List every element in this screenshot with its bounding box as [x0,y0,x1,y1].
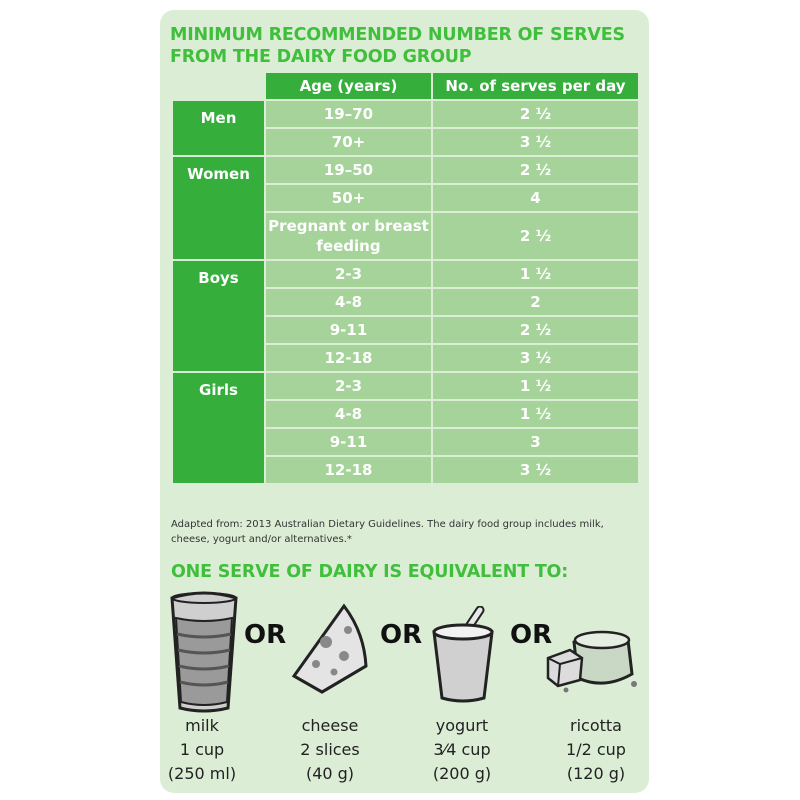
item-amount: 1/2 cup [566,740,626,759]
table-row [172,372,639,400]
equivalent-heading: ONE SERVE OF DAIRY IS EQUIVALENT TO: [171,562,569,582]
age-cell: 50+ [265,184,432,212]
header-serves: No. of serves per day [432,72,639,100]
serves-cell: 2 ½ [432,316,639,344]
serves-cell: 1 ½ [432,372,639,400]
age-cell: 19–50 [265,156,432,184]
item-weight: (120 g) [566,764,626,783]
cheese-label [270,714,390,786]
age-cell: 4-8 [265,400,432,428]
serves-cell: 1 ½ [432,400,639,428]
group-boys: Boys [172,260,265,372]
ricotta-label [536,714,649,786]
serves-cell: 3 ½ [432,128,639,156]
source-note: Adapted from: 2013 Australian Dietary Guidelines. The dairy food group includes milk, cheese, yogurt and/or alternatives.* [171,519,604,545]
group-women: Women [172,156,265,260]
serves-cell: 2 ½ [432,212,639,260]
serves-cell: 1 ½ [432,260,639,288]
page-title: MINIMUM RECOMMENDED NUMBER OF SERVES FROM THE DAIRY FOOD GROUP [170,25,625,67]
table-row [172,260,639,288]
item-name: ricotta [570,716,622,735]
age-cell: 70+ [265,128,432,156]
yogurt-cup-icon [428,606,498,710]
age-cell: 9-11 [265,428,432,456]
item-name: cheese [301,716,359,735]
milk-glass-icon [168,590,240,718]
serves-cell: 3 ½ [432,456,639,484]
group-men: Men [172,100,265,156]
header-cell-empty [172,72,265,100]
age-cell: 12-18 [265,456,432,484]
age-cell: 12-18 [265,344,432,372]
serves-cell: 4 [432,184,639,212]
item-weight: (250 ml) [167,764,237,783]
serves-cell: 2 ½ [432,100,639,128]
serves-cell: 3 ½ [432,344,639,372]
cheese-icon [288,602,370,698]
table-header-row [172,72,639,100]
item-name: yogurt [435,716,489,735]
serves-table [171,71,640,485]
age-cell: 9-11 [265,316,432,344]
or-separator-2: OR [380,620,423,650]
group-girls: Girls [172,372,265,484]
item-weight: (200 g) [432,764,492,783]
or-separator-3: OR [510,620,553,650]
item-weight: (40 g) [305,764,355,783]
table-row [172,156,639,184]
age-cell: 19–70 [265,100,432,128]
item-name: milk [185,716,219,735]
or-separator-1: OR [244,620,287,650]
ricotta-icon [544,628,640,698]
milk-label [160,714,262,786]
item-amount: 2 slices [300,740,360,759]
dairy-serves-card [160,10,649,793]
serves-cell: 2 [432,288,639,316]
serves-cell: 2 ½ [432,156,639,184]
age-cell: 2-3 [265,372,432,400]
serves-cell: 3 [432,428,639,456]
yogurt-label [402,714,522,786]
age-cell: 4-8 [265,288,432,316]
header-age: Age (years) [265,72,432,100]
age-cell: Pregnant or breast feeding [265,212,432,260]
item-amount: 1 cup [179,740,225,759]
age-cell: 2-3 [265,260,432,288]
table-row [172,100,639,128]
item-amount: 3⁄4 cup [433,740,491,759]
